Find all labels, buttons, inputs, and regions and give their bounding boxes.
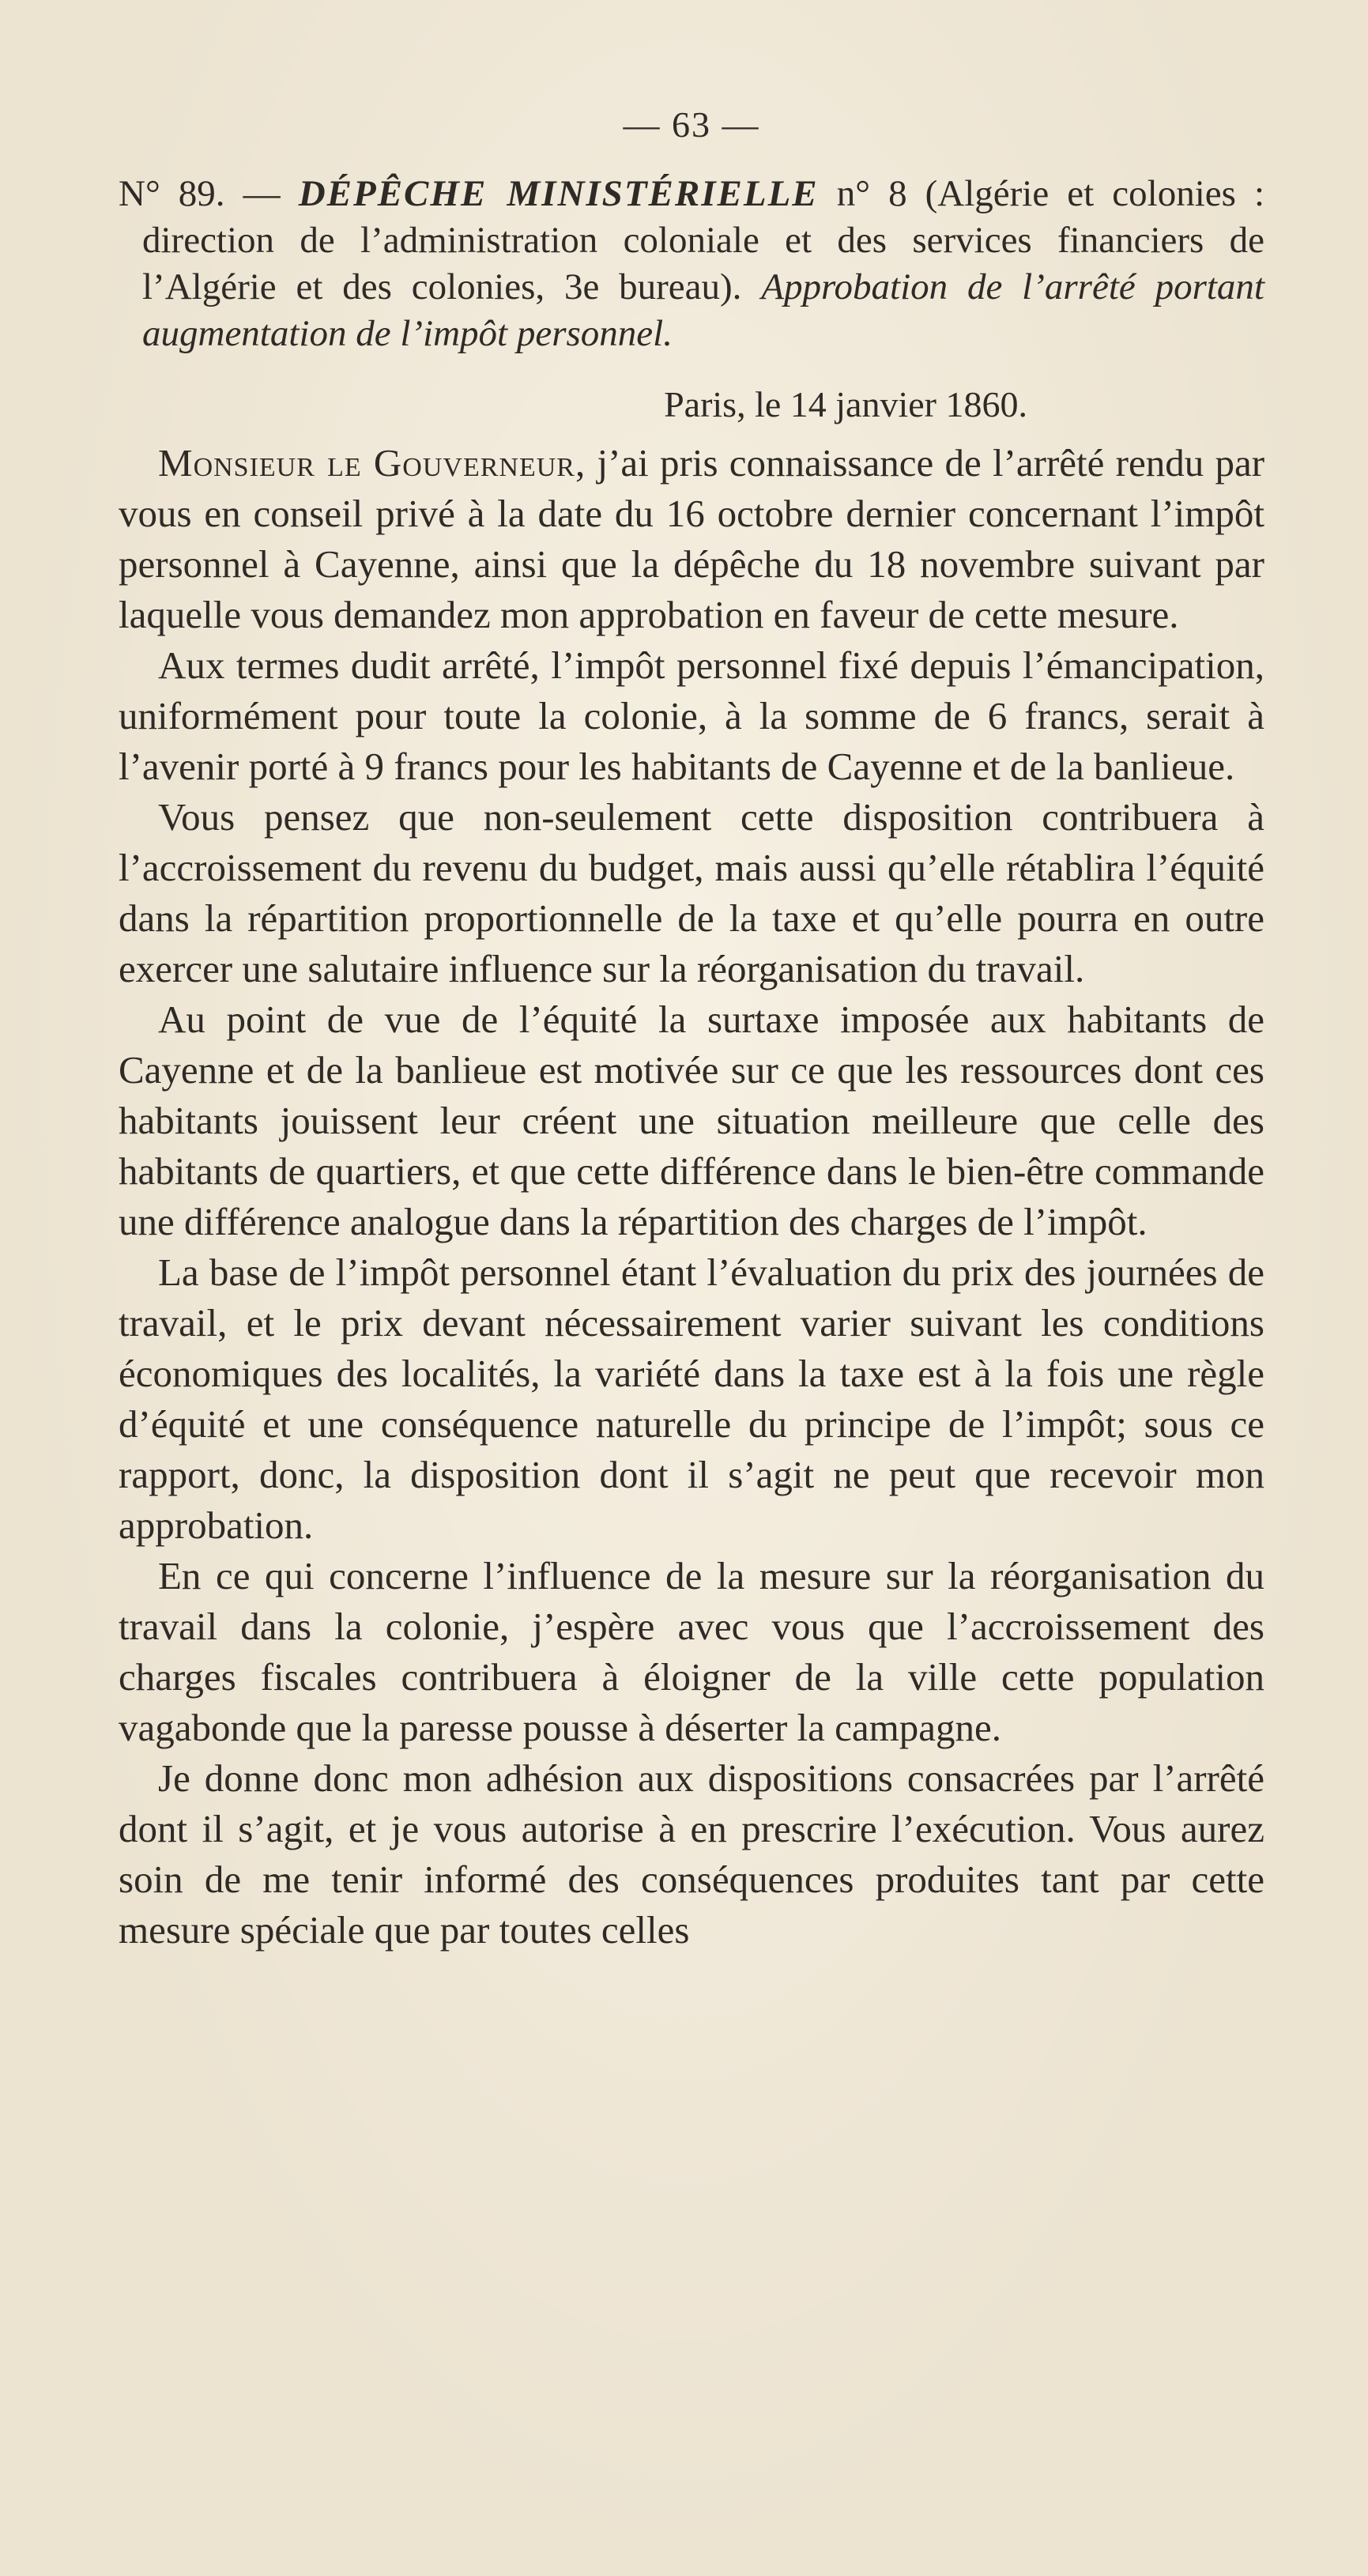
- paragraph-1-text: j’ai pris connaissance de l’arrêté rendu par vous en conseil privé à la date du 16 octobre dernier concernant l’impôt personnel à Cayenne, ainsi que la dépêche du 18 novembre suivant par laquelle vous demandez mon approbation en faveur de cette mesure.: [119, 441, 1265, 636]
- dispatch-heading: [119, 171, 1264, 357]
- paragraph-2: Aux termes dudit arrêté, l’impôt personnel fixé depuis l’émancipation, uniformément pour toute la colonie, à la somme de 6 francs, serait à l’avenir porté à 9 francs pour les habitants de Cayenne et de la banlieue.: [119, 643, 1264, 788]
- paragraph-5: La base de l’impôt personnel étant l’évaluation du prix des journées de travail, et le prix devant nécessairement varier suivant les conditions économiques des localités, la variété dans la taxe est à la fois une règle d’équité et une conséquence naturelle du principe de l’impôt; sous ce rapport, donc, la disposition dont il s’agit ne peut que recevoir mon approbation.: [119, 1250, 1264, 1547]
- dateline: Paris, le 14 janvier 1860.: [664, 384, 1027, 424]
- paragraph-3: Vous pensez que non-seulement cette disposition contribuera à l’accroissement du revenu du budget, mais aussi qu’elle rétablira l’équité dans la répartition proportionnelle de la taxe et qu’elle pourra en outre exercer une salutaire influence sur la réorganisation du travail.: [119, 795, 1264, 990]
- paragraph-4: Au point de vue de l’équité la surtaxe imposée aux habitants de Cayenne et de la banlieue est motivée sur ce que les ressources dont ces habitants jouissent leur créent une situation meilleure que celle des habitants de quartiers, et que cette différence dans le bien-être commande une différence analogue dans la répartition des charges de l’impôt.: [119, 998, 1264, 1243]
- page-number: — 63 —: [623, 104, 760, 145]
- dispatch-number: N° 89. —: [119, 173, 281, 214]
- dispatch-title: DÉPÊCHE MINISTÉRIELLE: [298, 173, 819, 214]
- salutation: Monsieur le Gouverneur,: [158, 441, 586, 485]
- dispatch-details: n° 8 (Algérie et colonies : direction de l’administration coloniale et des services financiers de l’Algérie et des colonies, 3e bureau).: [142, 173, 1265, 307]
- paragraph-7: Je donne donc mon adhésion aux dispositions consacrées par l’arrêté dont il s’agit, et je vous autorise à en prescrire l’exécution. Vous aurez soin de me tenir informé des conséquences produites tant par cette mesure spéciale que par toutes celles: [119, 1756, 1264, 1952]
- paragraph-1: [119, 438, 1264, 640]
- paragraph-6: En ce qui concerne l’influence de la mesure sur la réorganisation du travail dans la colonie, j’espère avec vous que l’accroissement des charges fiscales contribuera à éloigner de la ville cette population vagabonde que la paresse pousse à déserter la campagne.: [119, 1554, 1264, 1749]
- text-column: [119, 101, 1264, 1956]
- dispatch-subject: Approbation de l’arrêté portant augmentation de l’impôt personnel.: [142, 266, 1264, 354]
